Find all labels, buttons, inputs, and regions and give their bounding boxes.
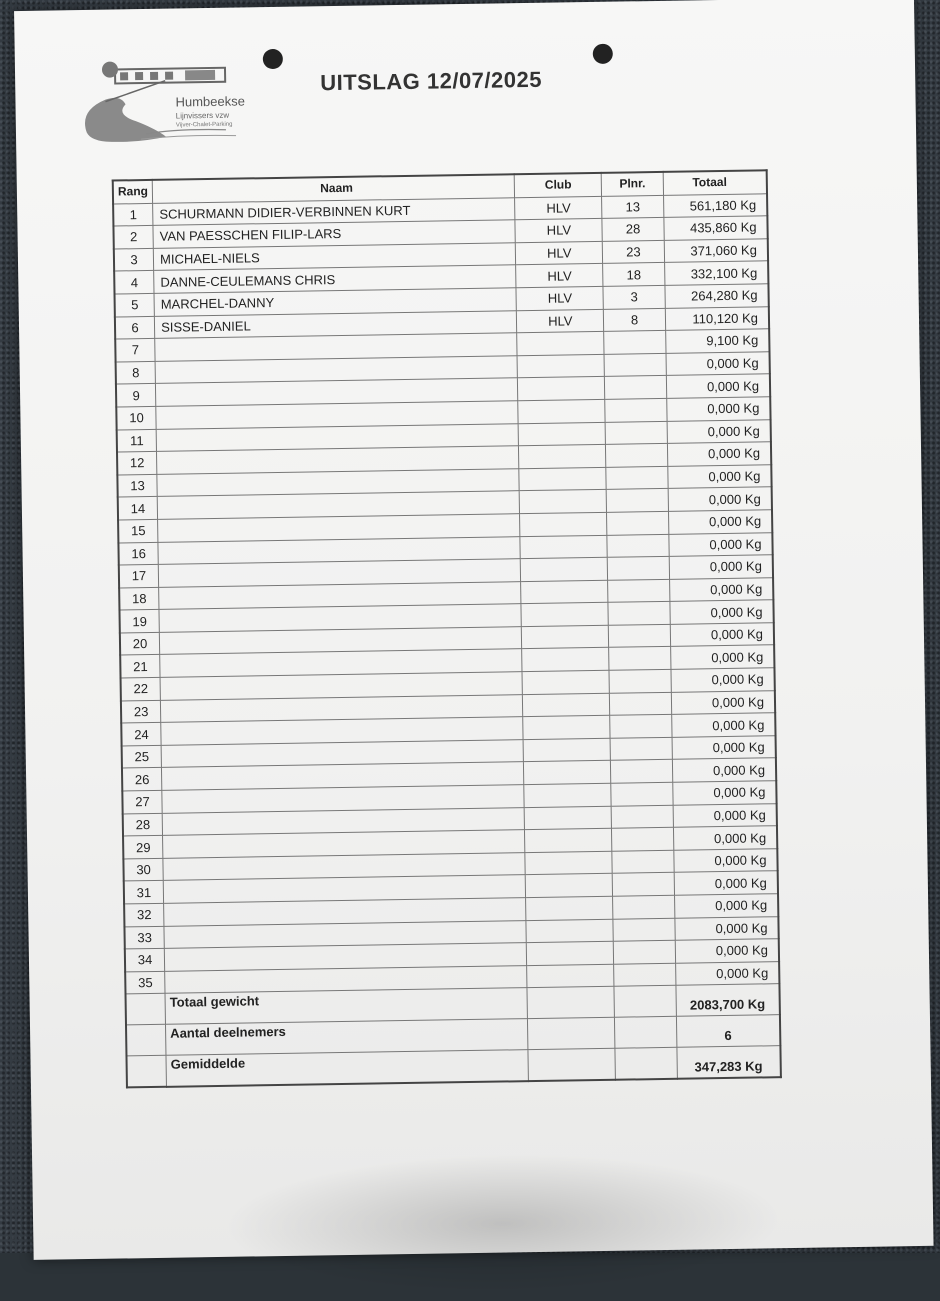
col-header-rank: Rang bbox=[113, 180, 153, 204]
cell-club bbox=[521, 603, 609, 627]
cell-rank: 15 bbox=[118, 519, 158, 542]
cell-club bbox=[527, 964, 615, 988]
cell-club bbox=[520, 512, 608, 536]
logo-subtitle-2: Vijver-Chalet-Parking bbox=[175, 121, 233, 129]
cell-rank: 6 bbox=[115, 316, 155, 339]
cell-plnr bbox=[610, 715, 672, 739]
cell-name: MICHAEL-NIELS bbox=[153, 243, 515, 271]
cell-total: 0,000 Kg bbox=[673, 826, 777, 850]
cell-total: 0,000 Kg bbox=[674, 871, 778, 895]
cell-club: HLV bbox=[515, 241, 603, 265]
cell-total: 0,000 Kg bbox=[672, 781, 776, 805]
cell-total: 0,000 Kg bbox=[671, 690, 775, 714]
cell-rank: 3 bbox=[114, 248, 154, 271]
cell-total: 0,000 Kg bbox=[669, 555, 773, 579]
cell-rank: 22 bbox=[121, 677, 161, 700]
shadow bbox=[222, 1149, 784, 1298]
cell-club bbox=[519, 467, 607, 491]
cell-plnr bbox=[604, 353, 666, 377]
results-table bbox=[112, 169, 782, 1089]
cell-total: 0,000 Kg bbox=[666, 374, 770, 398]
cell-total: 0,000 Kg bbox=[672, 736, 776, 760]
cell-plnr bbox=[607, 489, 669, 513]
cell-total: 0,000 Kg bbox=[668, 510, 772, 534]
cell-club bbox=[519, 444, 607, 468]
cell-plnr bbox=[604, 331, 666, 355]
cell-plnr bbox=[606, 466, 668, 490]
cell-club: HLV bbox=[516, 264, 604, 288]
cell-club bbox=[526, 919, 614, 943]
logo-name: Humbeekse bbox=[175, 93, 245, 110]
cell-plnr: 18 bbox=[603, 263, 665, 287]
cell-club bbox=[522, 670, 610, 694]
cell-rank: 2 bbox=[113, 226, 153, 249]
cell-plnr: 28 bbox=[602, 218, 664, 242]
cell-total: 0,000 Kg bbox=[674, 894, 778, 918]
cell-total: 0,000 Kg bbox=[675, 916, 779, 940]
cell-total: 0,000 Kg bbox=[673, 848, 777, 872]
cell-plnr bbox=[609, 669, 671, 693]
cell-plnr bbox=[607, 511, 669, 535]
punch-hole-left bbox=[263, 49, 283, 69]
cell-plnr bbox=[608, 602, 670, 626]
cell-rank: 25 bbox=[122, 745, 162, 768]
cell-total: 0,000 Kg bbox=[669, 577, 773, 601]
cell-total: 0,000 Kg bbox=[673, 803, 777, 827]
cell-total: 0,000 Kg bbox=[671, 668, 775, 692]
cell-plnr bbox=[611, 782, 673, 806]
cell-name: MARCHEL-DANNY bbox=[154, 288, 516, 316]
cell-club bbox=[522, 648, 610, 672]
cell-rank: 14 bbox=[118, 497, 158, 520]
cell-plnr bbox=[611, 737, 673, 761]
cell-club bbox=[524, 761, 612, 785]
cell-club bbox=[520, 557, 608, 581]
cell-club bbox=[523, 693, 611, 717]
cell-rank: 33 bbox=[124, 926, 164, 949]
cell-club bbox=[525, 828, 613, 852]
cell-club bbox=[523, 716, 611, 740]
cell-rank: 34 bbox=[125, 949, 165, 972]
cell-name: DANNE-CEULEMANS CHRIS bbox=[154, 265, 516, 293]
cell-rank: 32 bbox=[124, 903, 164, 926]
cell-plnr bbox=[608, 579, 670, 603]
cell-total: 0,000 Kg bbox=[670, 623, 774, 647]
col-header-plnr: Plnr. bbox=[602, 172, 664, 196]
cell-plnr bbox=[609, 624, 671, 648]
cell-total: 0,000 Kg bbox=[667, 442, 771, 466]
cell-club bbox=[523, 738, 611, 762]
cell-total: 435,860 Kg bbox=[664, 216, 768, 240]
result-sheet bbox=[14, 0, 934, 1260]
cell-name: SCHURMANN DIDIER-VERBINNEN KURT bbox=[153, 197, 515, 225]
cell-plnr: 3 bbox=[603, 285, 665, 309]
cell-rank: 24 bbox=[121, 723, 161, 746]
cell-total: 0,000 Kg bbox=[668, 487, 772, 511]
cell-rank: 9 bbox=[116, 384, 156, 407]
summary-value: 6 bbox=[676, 1015, 780, 1048]
page-title: UITSLAG 12/07/2025 bbox=[320, 66, 543, 96]
col-header-total: Totaal bbox=[663, 170, 767, 195]
summary-label: Totaal gewicht bbox=[165, 988, 528, 1025]
cell-rank: 30 bbox=[123, 858, 163, 881]
cell-club bbox=[524, 783, 612, 807]
cell-total: 0,000 Kg bbox=[670, 645, 774, 669]
cell-club bbox=[520, 535, 608, 559]
cell-rank: 12 bbox=[117, 452, 157, 475]
cell-rank: 13 bbox=[117, 474, 157, 497]
cell-plnr bbox=[613, 895, 675, 919]
cell-club bbox=[521, 580, 609, 604]
cell-name: VAN PAESSCHEN FILIP-LARS bbox=[153, 220, 515, 248]
cell-rank: 16 bbox=[118, 542, 158, 565]
cell-club bbox=[518, 422, 606, 446]
cell-plnr bbox=[614, 963, 676, 987]
cell-total: 0,000 Kg bbox=[675, 961, 779, 985]
cell-total: 9,100 Kg bbox=[665, 329, 769, 353]
cell-plnr bbox=[606, 421, 668, 445]
cell-plnr bbox=[613, 873, 675, 897]
cell-club bbox=[526, 896, 614, 920]
cell-plnr bbox=[607, 534, 669, 558]
cell-total: 561,180 Kg bbox=[663, 193, 767, 217]
cell-rank: 8 bbox=[116, 361, 156, 384]
cell-total: 0,000 Kg bbox=[668, 532, 772, 556]
cell-club bbox=[517, 331, 605, 355]
cell-rank: 29 bbox=[123, 836, 163, 859]
cell-total: 0,000 Kg bbox=[666, 397, 770, 421]
summary-value: 2083,700 Kg bbox=[676, 984, 780, 1017]
cell-total: 110,120 Kg bbox=[665, 306, 769, 330]
col-header-club: Club bbox=[514, 173, 602, 197]
cell-rank: 1 bbox=[113, 203, 153, 226]
cell-club bbox=[518, 377, 606, 401]
cell-plnr bbox=[608, 556, 670, 580]
cell-total: 0,000 Kg bbox=[672, 758, 776, 782]
cell-plnr bbox=[614, 940, 676, 964]
cell-club bbox=[519, 490, 607, 514]
cell-club: HLV bbox=[515, 196, 603, 220]
cell-total: 0,000 Kg bbox=[675, 939, 779, 963]
cell-total: 0,000 Kg bbox=[667, 419, 771, 443]
cell-total: 332,100 Kg bbox=[664, 261, 768, 285]
cell-rank: 27 bbox=[122, 790, 162, 813]
cell-club bbox=[521, 625, 609, 649]
cell-club bbox=[518, 399, 606, 423]
cell-plnr bbox=[611, 760, 673, 784]
cell-club bbox=[526, 941, 614, 965]
summary-value: 347,283 Kg bbox=[677, 1046, 781, 1079]
cell-plnr: 23 bbox=[603, 240, 665, 264]
cell-rank: 31 bbox=[124, 881, 164, 904]
cell-total: 0,000 Kg bbox=[667, 464, 771, 488]
col-header-name: Naam bbox=[152, 174, 514, 203]
cell-club: HLV bbox=[517, 309, 605, 333]
cell-plnr bbox=[605, 398, 667, 422]
cell-total: 0,000 Kg bbox=[671, 713, 775, 737]
cell-rank: 18 bbox=[119, 587, 159, 610]
cell-club bbox=[525, 851, 613, 875]
cell-plnr bbox=[606, 443, 668, 467]
cell-rank: 19 bbox=[119, 610, 159, 633]
summary-label: Aantal deelnemers bbox=[166, 1019, 529, 1056]
cell-rank: 21 bbox=[120, 655, 160, 678]
cell-plnr bbox=[605, 376, 667, 400]
cell-rank: 20 bbox=[120, 632, 160, 655]
cell-club bbox=[525, 874, 613, 898]
summary-label: Gemiddelde bbox=[166, 1050, 529, 1087]
cell-rank: 10 bbox=[116, 406, 156, 429]
cell-club: HLV bbox=[516, 286, 604, 310]
cell-plnr bbox=[610, 692, 672, 716]
cell-rank: 17 bbox=[119, 564, 159, 587]
club-logo bbox=[75, 57, 266, 150]
cell-plnr: 13 bbox=[602, 195, 664, 219]
cell-name: SISSE-DANIEL bbox=[154, 310, 516, 338]
cell-club: HLV bbox=[515, 219, 603, 243]
cell-club bbox=[517, 354, 605, 378]
cell-plnr bbox=[612, 805, 674, 829]
cell-club bbox=[524, 806, 612, 830]
punch-hole-right bbox=[593, 44, 613, 64]
cell-total: 371,060 Kg bbox=[664, 239, 768, 263]
cell-plnr bbox=[609, 647, 671, 671]
logo-subtitle: Lijnvissers vzw bbox=[175, 110, 230, 121]
cell-rank: 35 bbox=[125, 971, 165, 994]
cell-total: 264,280 Kg bbox=[665, 284, 769, 308]
cell-rank: 7 bbox=[115, 339, 155, 362]
cell-rank: 4 bbox=[114, 271, 154, 294]
cell-plnr: 8 bbox=[604, 308, 666, 332]
cell-rank: 26 bbox=[122, 768, 162, 791]
cell-total: 0,000 Kg bbox=[666, 351, 770, 375]
cell-rank: 5 bbox=[115, 293, 155, 316]
cell-rank: 28 bbox=[123, 813, 163, 836]
cell-rank: 11 bbox=[117, 429, 157, 452]
cell-total: 0,000 Kg bbox=[670, 600, 774, 624]
cell-plnr bbox=[612, 828, 674, 852]
cell-rank: 23 bbox=[121, 700, 161, 723]
cell-plnr bbox=[613, 918, 675, 942]
cell-plnr bbox=[612, 850, 674, 874]
